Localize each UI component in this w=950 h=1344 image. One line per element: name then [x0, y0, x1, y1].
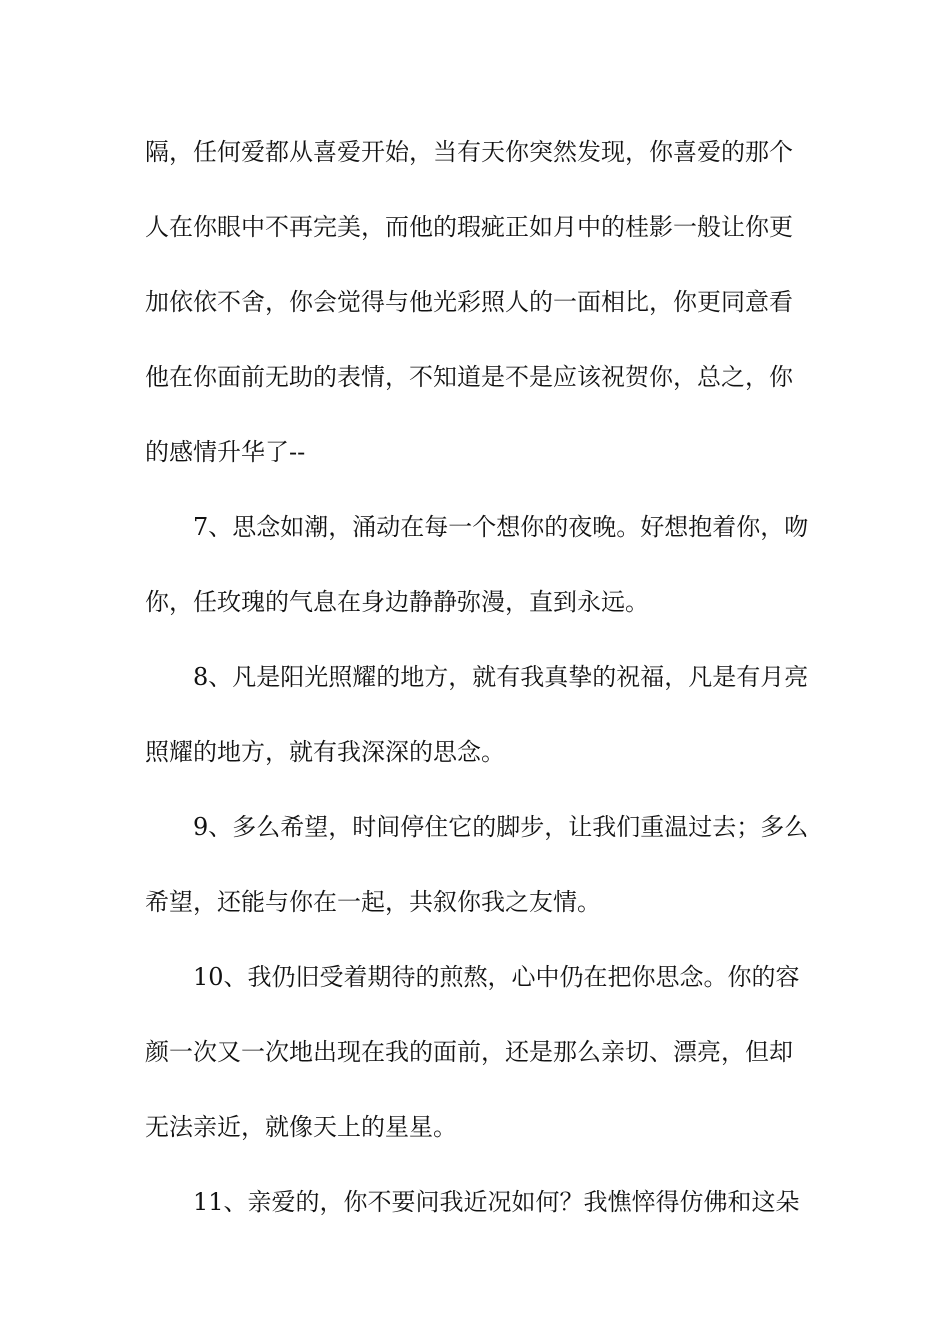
document-body — [145, 128, 810, 1253]
text-line-8: 8、凡是阳光照耀的地方，就有我真挚的祝福，凡是有月亮 — [193, 663, 809, 691]
text-line-4: 他在你面前无助的表情，不知道是不是应该祝贺你，总之，你 — [145, 363, 793, 391]
text-line-1: 隔，任何爱都从喜爱开始，当有天你突然发现，你喜爱的那个 — [145, 138, 793, 166]
text-line-12: 10、我仍旧受着期待的煎熬，心中仍在把你思念。你的容 — [193, 963, 800, 991]
text-line-13: 颜一次又一次地出现在我的面前，还是那么亲切、漂亮，但却 — [145, 1038, 793, 1066]
text-line-10: 9、多么希望，时间停住它的脚步，让我们重温过去；多么 — [193, 813, 809, 841]
text-line-15: 11、亲爱的，你不要问我近况如何？我憔悴得仿佛和这朵 — [193, 1188, 800, 1216]
text-line-11: 希望，还能与你在一起，共叙你我之友情。 — [145, 888, 601, 916]
text-line-7: 你，任玫瑰的气息在身边静静弥漫，直到永远。 — [145, 588, 649, 616]
text-line-9: 照耀的地方，就有我深深的思念。 — [145, 738, 505, 766]
text-line-5: 的感情升华了-- — [145, 438, 306, 466]
text-line-14: 无法亲近，就像天上的星星。 — [145, 1113, 457, 1141]
text-line-6: 7、思念如潮，涌动在每一个想你的夜晚。好想抱着你，吻 — [193, 513, 809, 541]
text-line-3: 加依依不舍，你会觉得与他光彩照人的一面相比，你更同意看 — [145, 288, 793, 316]
text-line-2: 人在你眼中不再完美，而他的瑕疵正如月中的桂影一般让你更 — [145, 213, 793, 241]
